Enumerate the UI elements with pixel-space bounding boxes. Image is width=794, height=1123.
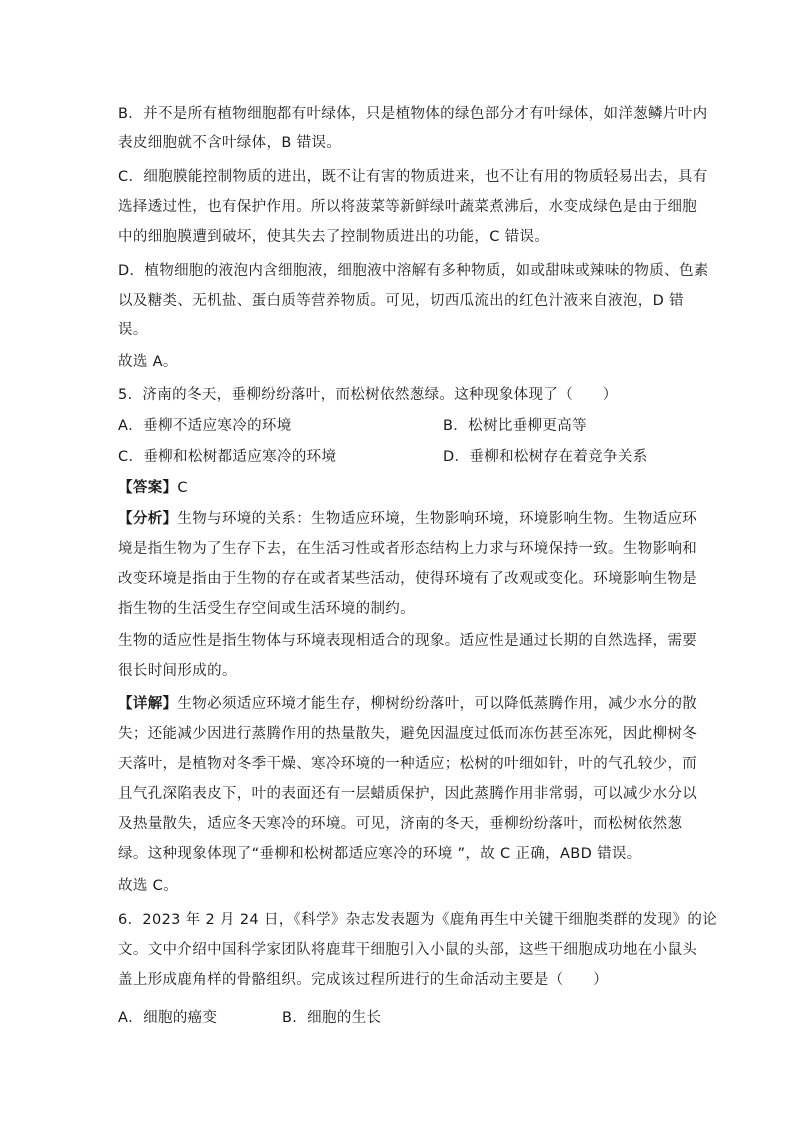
option-d-explanation-line-1: D．植物细胞的液泡内含细胞液，细胞液中溶解有多种物质，如或甜味或辣味的物质、色素 — [118, 263, 709, 279]
question-5-option-d: D．垂柳和松树存在着竞争关系 — [443, 449, 648, 465]
question-6-stem-line-3: 盖上形成鹿角样的骨骼组织。完成该过程所进行的生命活动主要是（ ） — [118, 972, 609, 988]
option-c-explanation-line-2: 选择透过性，也有保护作用。所以将菠菜等新鲜绿叶蔬菜煮沸后，水变成绿色是由于细胞 — [118, 199, 698, 215]
analysis-line-4: 指生物的生活受生存空间或生活环境的制约。 — [118, 601, 415, 617]
question-6-option-a: A．细胞的癌变 — [118, 1010, 218, 1026]
detail-line-4: 且气孔深陷表皮下，叶的表面还有一层蜡质保护，因此蒸腾作用非常弱，可以减少水分以 — [118, 786, 698, 802]
answer-value: C — [177, 480, 188, 496]
option-b-explanation-line-2: 表皮细胞就不含叶绿体，B 错误。 — [118, 135, 342, 151]
detail-line-1 — [118, 694, 697, 714]
question-5-option-c: C．垂柳和松树都适应寒冷的环境 — [118, 449, 337, 465]
question-5-answer — [118, 478, 188, 498]
option-b-explanation-line-1: B．并不是所有植物细胞都有叶绿体，只是植物体的绿色部分才有叶绿体，如洋葱鳞片叶内 — [118, 106, 708, 122]
question-6-option-b: B．细胞的生长 — [282, 1010, 382, 1026]
question-5-stem: 5．济南的冬天，垂柳纷纷落叶，而松树依然葱绿。这种现象体现了（ ） — [118, 387, 618, 403]
analysis-line-3: 改变环境是指由于生物的存在或者某些活动，使得环境有了改观或变化。环境影响生物是 — [118, 571, 698, 587]
detail-line-2: 失；还能减少因进行蒸腾作用的热量散失，避免因温度过低而冻伤甚至冻死，因此柳树冬 — [118, 726, 698, 742]
choose-answer-q4: 故选 A。 — [118, 354, 178, 370]
analysis-tag: 【分析】 — [118, 511, 178, 527]
detail-line-3: 天落叶，是植物对冬季干燥、寒冷环境的一种适应；松树的叶细如针，叶的气孔较少，而 — [118, 756, 698, 772]
option-c-explanation-line-3: 中的细胞膜遭到破坏，使其失去了控制物质进出的功能，C 错误。 — [118, 229, 550, 245]
answer-tag: 【答案】 — [118, 480, 178, 496]
question-5-option-a: A．垂柳不适应寒冷的环境 — [118, 418, 292, 434]
option-d-explanation-line-3: 误。 — [118, 322, 148, 338]
analysis-text-1: 生物与环境的关系：生物适应环境，生物影响环境，环境影响生物。生物适应环 — [177, 511, 698, 527]
detail-line-5: 及热量散失，适应冬天寒冷的环境。可见，济南的冬天，垂柳纷纷落叶，而松树依然葱 — [118, 816, 683, 832]
option-c-explanation-line-1: C．细胞膜能控制物质的进出，既不让有害的物质进来，也不让有用的物质轻易出去，具有 — [118, 169, 708, 185]
question-6-stem-line-1: 6．2023 年 2 月 24 日，《科学》杂志发表题为《鹿角再生中关键干细胞类群的发现》的论 — [118, 912, 718, 928]
choose-answer-q5: 故选 C。 — [118, 878, 178, 894]
question-5-option-b: B．松树比垂柳更高等 — [443, 418, 587, 434]
detail-text-1: 生物必须适应环境才能生存，柳树纷纷落叶，可以降低蒸腾作用，减少水分的散 — [177, 696, 698, 712]
question-6-stem-line-2: 文。文中介绍中国科学家团队将鹿茸干细胞引入小鼠的头部，这些干细胞成功地在小鼠头 — [118, 942, 698, 958]
detail-tag: 【详解】 — [118, 696, 178, 712]
analysis-line-1 — [118, 509, 697, 529]
analysis-line-6: 很长时间形成的。 — [118, 663, 237, 679]
analysis-line-5: 生物的适应性是指生物体与环境表现相适合的现象。适应性是通过长期的自然选择，需要 — [118, 633, 698, 649]
analysis-line-2: 境是指生物为了生存下去，在生活习性或者形态结构上力求与环境保持一致。生物影响和 — [118, 541, 698, 557]
option-d-explanation-line-2: 以及糖类、无机盐、蛋白质等营养物质。可见，切西瓜流出的红色汁液来自液泡，D 错 — [118, 293, 684, 309]
detail-line-6: 绿。这种现象体现了“垂柳和松树都适应寒冷的环境 ”，故 C 正确，ABD 错误。 — [118, 846, 642, 862]
